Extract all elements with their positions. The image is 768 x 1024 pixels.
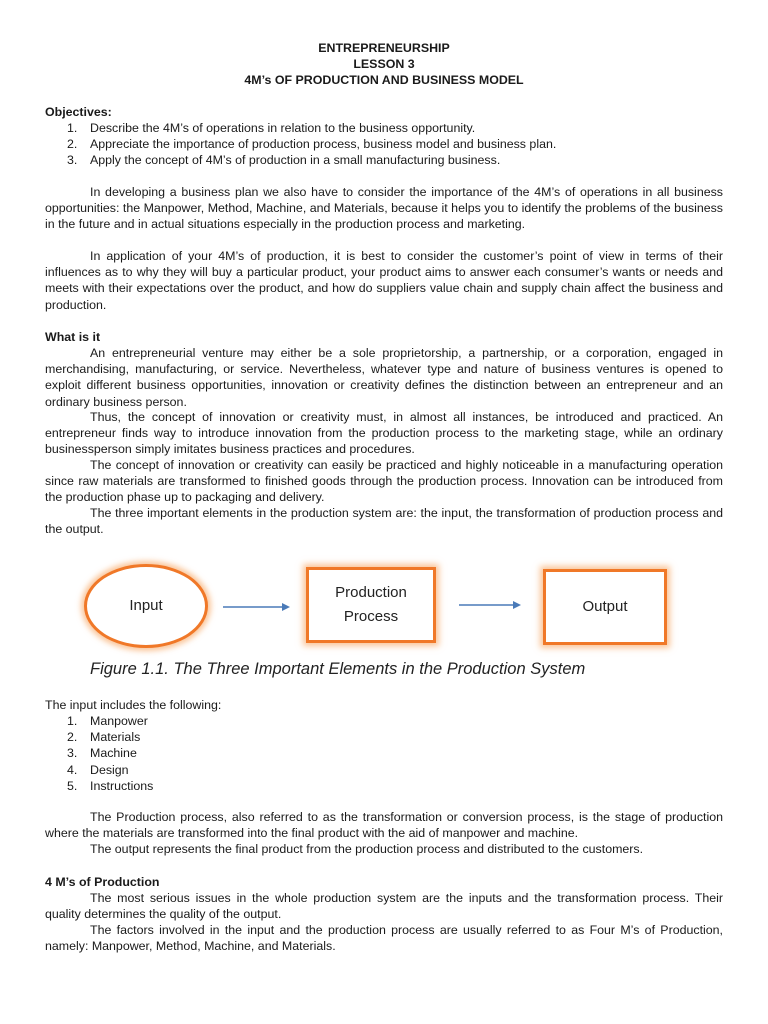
list-item: 2. Materials <box>67 730 141 745</box>
input-node: Input <box>84 564 208 648</box>
what-is-it-paragraph-3: The concept of innovation or creativity can easily be practiced and highly noticeable in a manufacturing operation since raw materials are transformed to finished goods through the production process. Innovation can be introduced from the production phase up to packaging and delivery. <box>45 458 723 505</box>
intro-paragraph-1: In developing a business plan we also have to consider the importance of the 4M’s of operations in all business opportunities: the Manpower, Method, Machine, and Materials, because it helps you to identify the problems of the business in the future and in actual situations especially in the production process and marketing. <box>45 185 723 232</box>
intro-paragraph-2: In application of your 4M’s of production, it is best to consider the customer’s point of view in terms of their influences as to why they will buy a particular product, your product aims to answer each consumer’s wants or needs and meets with their expectations over the product, and how do suppliers value chain and supply chain affect the business and production. <box>45 249 723 312</box>
list-item: 5. Instructions <box>67 778 154 793</box>
arrow-right-icon <box>222 601 292 613</box>
four-ms-paragraph-2: The factors involved in the input and the production process are usually referred to as Four M’s of Production, namely: Manpower, Method, Machine, and Materials. <box>45 923 723 954</box>
list-item: 1. Manpower <box>67 714 148 728</box>
list-item: 3. Apply the concept of 4M’s of production in a small manufacturing business. <box>67 153 501 168</box>
figure-caption: Figure 1.1. The Three Important Elements in the Production System <box>90 660 586 678</box>
arrow-right-icon <box>458 599 528 611</box>
lesson-heading: LESSON 3 <box>353 57 415 71</box>
list-item: 3. Machine <box>67 746 137 761</box>
what-is-it-paragraph-4: The three important elements in the production system are: the input, the transformation of production process and the output. <box>45 506 723 537</box>
output-node: Output <box>543 569 667 645</box>
what-is-it-heading: What is it <box>45 330 101 344</box>
list-item: 4. Design <box>67 762 129 777</box>
input-list-intro: The input includes the following: <box>45 698 222 712</box>
process-paragraph-2: The output represents the final product from the production process and distributed to the customers. <box>90 842 644 856</box>
input-list <box>45 713 153 794</box>
four-ms-paragraph-1: The most serious issues in the whole production system are the inputs and the transformation process. Their quality determines the quality of the output. <box>45 891 723 922</box>
objectives-heading: Objectives: <box>45 105 112 119</box>
four-ms-heading: 4 M’s of Production <box>45 875 160 889</box>
production-process-node: Production Process <box>306 567 436 643</box>
subject-heading: ENTREPRENEURSHIP <box>318 41 450 55</box>
what-is-it-paragraph-2: Thus, the concept of innovation or creativity must, in almost all instances, be introduced and practiced. An entrepreneur finds way to introduce innovation from the production process to the marketing stage, while an ordinary businessperson simply imitates business practices and procedures. <box>45 410 723 457</box>
lesson-title: 4M’s OF PRODUCTION AND BUSINESS MODEL <box>244 73 524 87</box>
list-item: 1. Describe the 4M’s of operations in relation to the business opportunity. <box>67 121 476 135</box>
objectives-list <box>45 120 556 169</box>
process-paragraph-1: The Production process, also referred to as the transformation or conversion process, is the stage of production where the materials are transformed into the final product with the aid of manpower and machine. <box>45 810 723 841</box>
production-system-figure <box>0 556 768 656</box>
list-item: 2. Appreciate the importance of production process, business model and business plan. <box>67 137 557 152</box>
what-is-it-paragraph-1: An entrepreneurial venture may either be a sole proprietorship, a partnership, or a corporation, engaged in merchandising, manufacturing, or service. Nevertheless, whatever type and nature of business ventures is opened to exploit different business opportunities, innovation or creativity defines the distinction between an entrepreneur and an ordinary business person. <box>45 346 723 409</box>
